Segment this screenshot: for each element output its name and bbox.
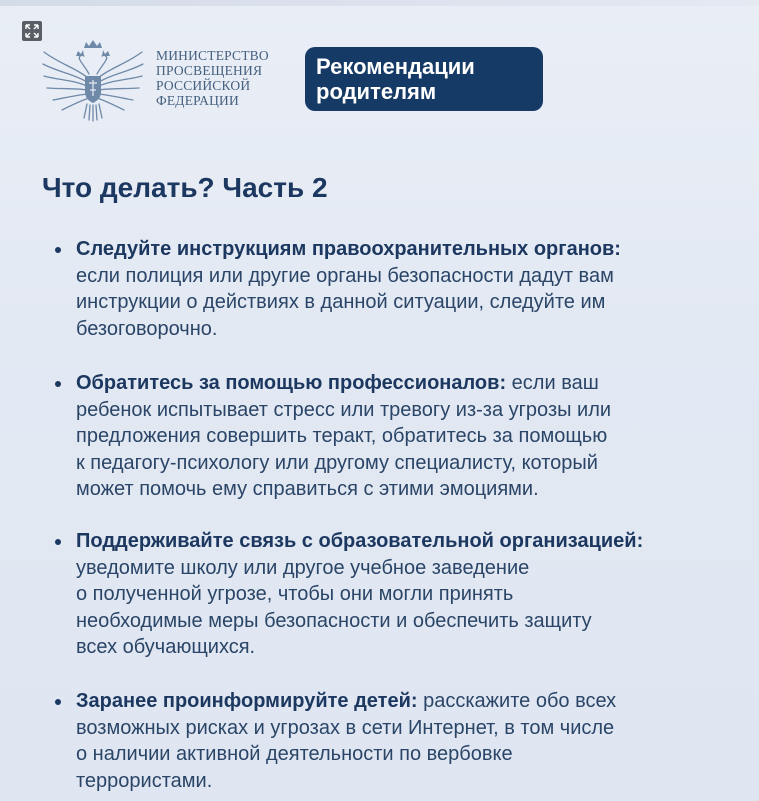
item-text-line: террористами. xyxy=(76,769,213,792)
item-text-line: необходимые меры безопасности и обеспечить защиту xyxy=(76,609,592,632)
item-lead: если ваш xyxy=(506,372,599,394)
page-title: Что делать? Часть 2 xyxy=(42,172,328,203)
item-first-line xyxy=(76,236,746,263)
ministry-line: РОССИЙСКОЙ xyxy=(156,78,251,93)
item-text-line: о наличии активной деятельности по вербовке xyxy=(76,743,513,765)
item-heading: Обратитесь за помощью профессионалов: xyxy=(76,372,507,394)
expand-arrows-icon xyxy=(25,24,39,38)
list-item xyxy=(76,688,746,794)
double-headed-eagle-emblem-icon xyxy=(40,38,146,124)
item-text-line: о полученной угрозе, чтобы они могли принять xyxy=(76,583,514,605)
expand-icon[interactable] xyxy=(22,21,42,41)
item-lead: расскажите обо всех xyxy=(417,690,617,712)
item-heading: Поддерживайте связь с образовательной организацией: xyxy=(76,530,644,552)
list-item xyxy=(76,370,746,503)
item-heading: Следуйте инструкциям правоохранительных органов: xyxy=(76,238,621,260)
item-text-line: предложения совершить теракт, обратитесь за помощью xyxy=(76,425,608,447)
bullet-icon xyxy=(55,247,61,253)
item-first-line xyxy=(76,528,746,555)
list-item xyxy=(76,528,746,661)
item-text-line: инструкции о действиях в данной ситуации, следуйте им xyxy=(76,291,606,313)
item-text-line: возможных рисках и угрозах в сети Интернет, в том числе xyxy=(76,716,615,739)
top-strip xyxy=(0,0,759,6)
item-text-line: всех обучающихся. xyxy=(76,636,256,658)
item-heading: Заранее проинформируйте детей: xyxy=(76,690,418,712)
item-text-line: может помочь ему справиться с этими эмоциями. xyxy=(76,478,539,500)
bullet-icon xyxy=(55,539,61,545)
item-text-line: уведомите школу или другое учебное заведение xyxy=(76,556,530,579)
item-text-line: ребенок испытывает стресс или тревогу из-за угрозы или xyxy=(76,398,612,421)
list-item xyxy=(76,236,746,342)
item-first-line xyxy=(76,370,746,397)
recommendations-badge xyxy=(305,47,543,111)
item-first-line xyxy=(76,688,746,715)
badge-line: Рекомендации xyxy=(316,54,475,79)
bullet-icon xyxy=(55,699,61,705)
bullet-icon xyxy=(55,381,61,387)
ministry-name xyxy=(156,48,269,108)
ministry-line: МИНИСТЕРСТВО xyxy=(156,48,269,63)
item-text-line: безоговорочно. xyxy=(76,317,218,340)
item-text-line: к педагогу-психологу или другому специалисту, который xyxy=(76,451,598,474)
item-text-line: если полиция или другие органы безопасности дадут вам xyxy=(76,264,614,287)
ministry-line: ПРОСВЕЩЕНИЯ xyxy=(156,63,263,78)
badge-line: родителям xyxy=(316,79,437,104)
ministry-line: ФЕДЕРАЦИИ xyxy=(156,93,239,108)
